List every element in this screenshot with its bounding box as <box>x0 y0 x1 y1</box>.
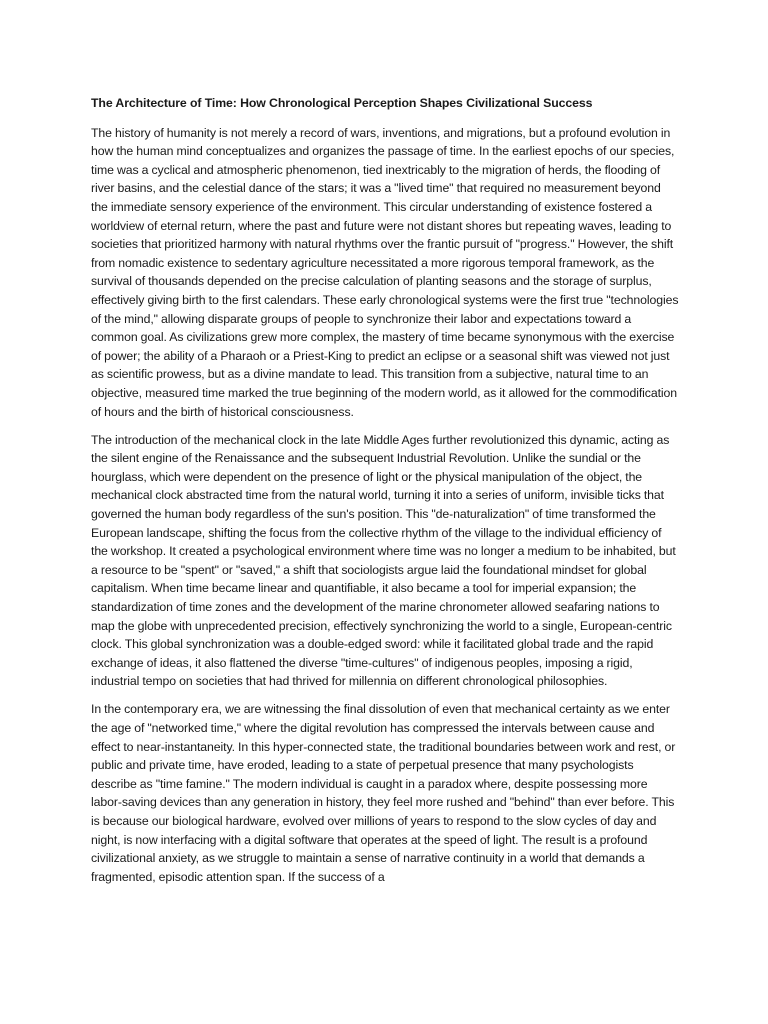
paragraph-1: The history of humanity is not merely a record of wars, inventions, and migrations, but a profound evolution in how the human mind conceptualizes and organizes the passage of time. In the earliest epochs of our species, time was a cyclical and atmospheric phenomenon, tied inextricably to the migration of herds, the flooding of river basins, and the celestial dance of the stars; it was a "lived time" that required no measurement beyond the immediate sensory experience of the environment. This circular understanding of existence fostered a worldview of eternal return, where the past and future were not distant shores but repeating waves, leading to societies that prioritized harmony with natural rhythms over the frantic pursuit of "progress." However, the shift from nomadic existence to sedentary agriculture necessitated a more rigorous temporal framework, as the survival of thousands depended on the precise calculation of planting seasons and the storage of surplus, effectively giving birth to the first calendars. These early chronological systems were the first true "technologies of the mind," allowing disparate groups of people to synchronize their labor and expectations toward a common goal. As civilizations grew more complex, the mastery of time became synonymous with the exercise of power; the ability of a Pharaoh or a Priest-King to predict an eclipse or a seasonal shift was viewed not just as scientific prowess, but as a divine mandate to lead. This transition from a subjective, natural time to an objective, measured time marked the true beginning of the modern world, as it allowed for the commodification of hours and the birth of historical consciousness. <box>91 125 679 419</box>
paragraph-2: The introduction of the mechanical clock in the late Middle Ages further revolutionized this dynamic, acting as the silent engine of the Renaissance and the subsequent Industrial Revolution. Unlike the sundial or the hourglass, which were dependent on the presence of light or the physical manipulation of the object, the mechanical clock abstracted time from the natural world, turning it into a series of uniform, invisible ticks that governed the human body regardless of the sun's position. This "de-naturalization" of time transformed the European landscape, shifting the focus from the collective rhythm of the village to the individual efficiency of the workshop. It created a psychological environment where time was no longer a medium to be inhabited, but a resource to be "spent" or "saved," a shift that sociologists argue laid the foundational mindset for global capitalism. When time became linear and quantifiable, it also became a tool for imperial expansion; the standardization of time zones and the development of the marine chronometer allowed seafaring nations to map the globe with unprecedented precision, effectively synchronizing the world to a single, European-centric clock. This global synchronization was a double-edged sword: while it facilitated global trade and the rapid exchange of ideas, it also flattened the diverse "time-cultures" of indigenous peoples, imposing a rigid, industrial tempo on societies that had thrived for millennia on different chronological philosophies. <box>91 432 676 689</box>
document-title: The Architecture of Time: How Chronological Perception Shapes Civilizational Success <box>91 96 593 110</box>
paragraph-3: In the contemporary era, we are witnessing the final dissolution of even that mechanical certainty as we enter the age of "networked time," where the digital revolution has compressed the intervals between cause and effect to near-instantaneity. In this hyper-connected state, the traditional boundaries between work and rest, or public and private time, have eroded, leading to a state of perpetual presence that many psychologists describe as "time famine." The modern individual is caught in a paradox where, despite possessing more labor-saving devices than any generation in history, they feel more rushed and "behind" than ever before. This is because our biological hardware, evolved over millions of years to respond to the slow cycles of day and night, is now interfacing with a digital software that operates at the speed of light. The result is a profound civilizational anxiety, as we struggle to maintain a sense of narrative continuity in a world that demands a fragmented, episodic attention span. If the success of a <box>91 702 676 884</box>
document-page <box>91 94 679 896</box>
